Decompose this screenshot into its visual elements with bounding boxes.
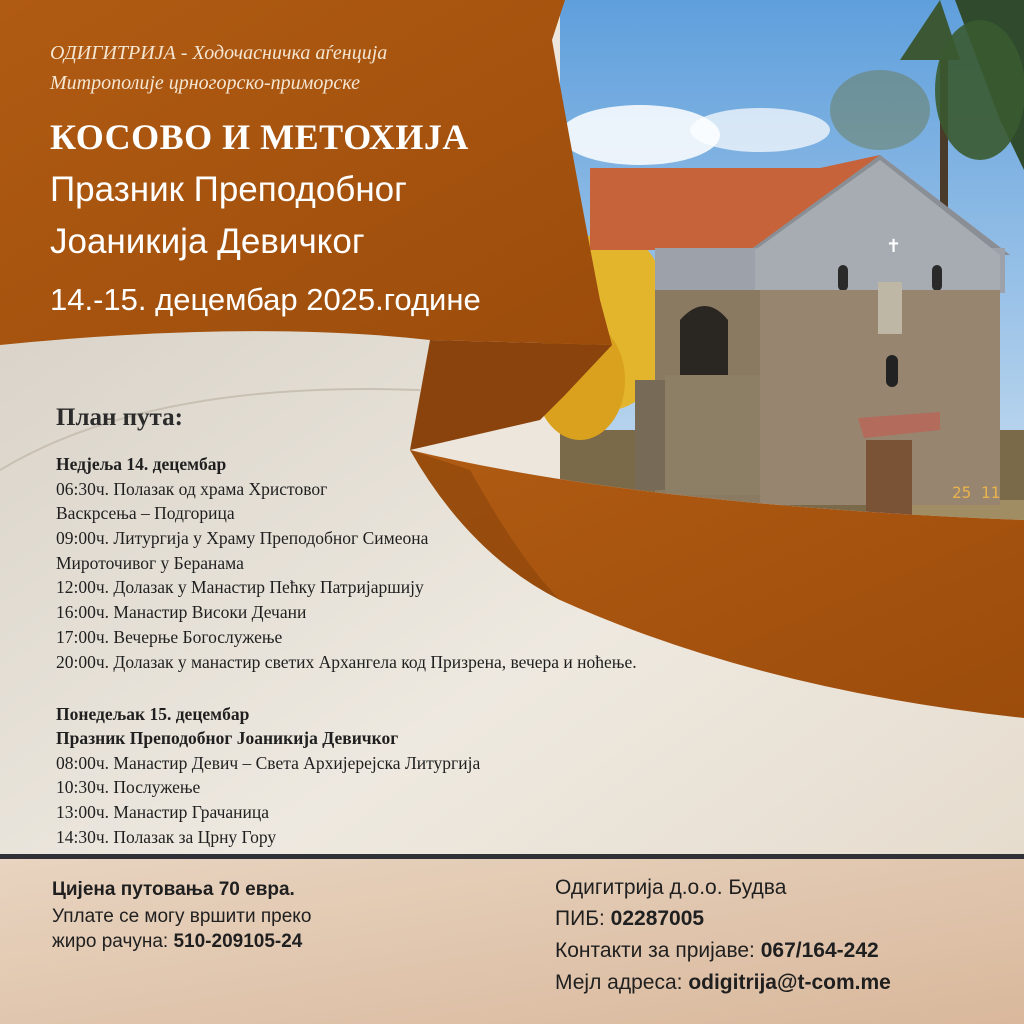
- itinerary-line: 08:00ч. Манастир Девич – Света Архијерејска Литургија: [56, 753, 481, 773]
- itinerary-line: 20:00ч. Долазак у манастир светих Архангела код Призрена, вечера и ноћење.: [56, 652, 637, 672]
- itinerary-line: 14:30ч. Полазак за Црну Гору: [56, 827, 277, 847]
- day2-subtitle: Празник Преподобног Јоаникија Девичког: [56, 728, 399, 748]
- itinerary-line: 09:00ч. Литургија у Храму Преподобног Симеона: [56, 528, 429, 548]
- itinerary-line: 10:30ч. Послужење: [56, 777, 201, 797]
- itinerary-line: 13:00ч. Манастир Грачаница: [56, 802, 270, 822]
- price-text: Цијена путовања 70 евра.: [52, 879, 295, 900]
- contact-phone[interactable]: 067/164-242: [760, 939, 879, 962]
- itinerary-line: Васкрсења – Подгорица: [56, 503, 235, 523]
- plan-heading: План пута:: [56, 404, 183, 431]
- payment-line-1: Уплате се могу вршити преко: [52, 906, 312, 927]
- itinerary-line: 16:00ч. Манастир Високи Дечани: [56, 602, 307, 622]
- pib-line: [555, 907, 704, 931]
- contact-line: [555, 939, 879, 963]
- email-link[interactable]: odigitrija@t-com.me: [688, 971, 891, 994]
- agency-line-1: ОДИГИТРИЈА - Ходочасничка аѓенција: [50, 42, 388, 64]
- day1-title: Недјеља 14. децембар: [56, 454, 227, 474]
- payment-label: жиро рачуна:: [52, 931, 169, 952]
- pib-value: 02287005: [610, 907, 705, 930]
- email-line: [555, 971, 891, 995]
- itinerary-line: 06:30ч. Полазак од храма Христовог: [56, 479, 328, 499]
- contact-label: Контакти за пријаве:: [555, 939, 755, 962]
- company-name: Одигитрија д.о.о. Будва: [555, 876, 787, 899]
- subtitle-line-2: Јоаникија Девичког: [50, 222, 365, 261]
- itinerary-line: 12:00ч. Долазак у Манастир Пећку Патријаршију: [56, 577, 424, 597]
- photo-date-stamp: 25 11: [952, 483, 1001, 502]
- event-date: 14.-15. децембар 2025.године: [50, 282, 481, 317]
- itinerary-line: 17:00ч. Вечерње Богослужење: [56, 627, 283, 647]
- payment-line-2: [52, 931, 302, 953]
- day2-title: Понедељак 15. децембар: [56, 704, 250, 724]
- page-title: КОСОВО И МЕТОХИЈА: [50, 117, 469, 157]
- agency-line-2: Митрополије црногорско-приморске: [50, 72, 360, 94]
- pib-label: ПИБ:: [555, 907, 605, 930]
- account-number: 510-209105-24: [173, 931, 303, 952]
- svg-text:✝: ✝: [886, 236, 902, 257]
- subtitle-line-1: Празник Преподобног: [50, 170, 407, 209]
- itinerary-line: Мироточивог у Беранама: [56, 553, 244, 573]
- email-label: Мејл адреса:: [555, 971, 683, 994]
